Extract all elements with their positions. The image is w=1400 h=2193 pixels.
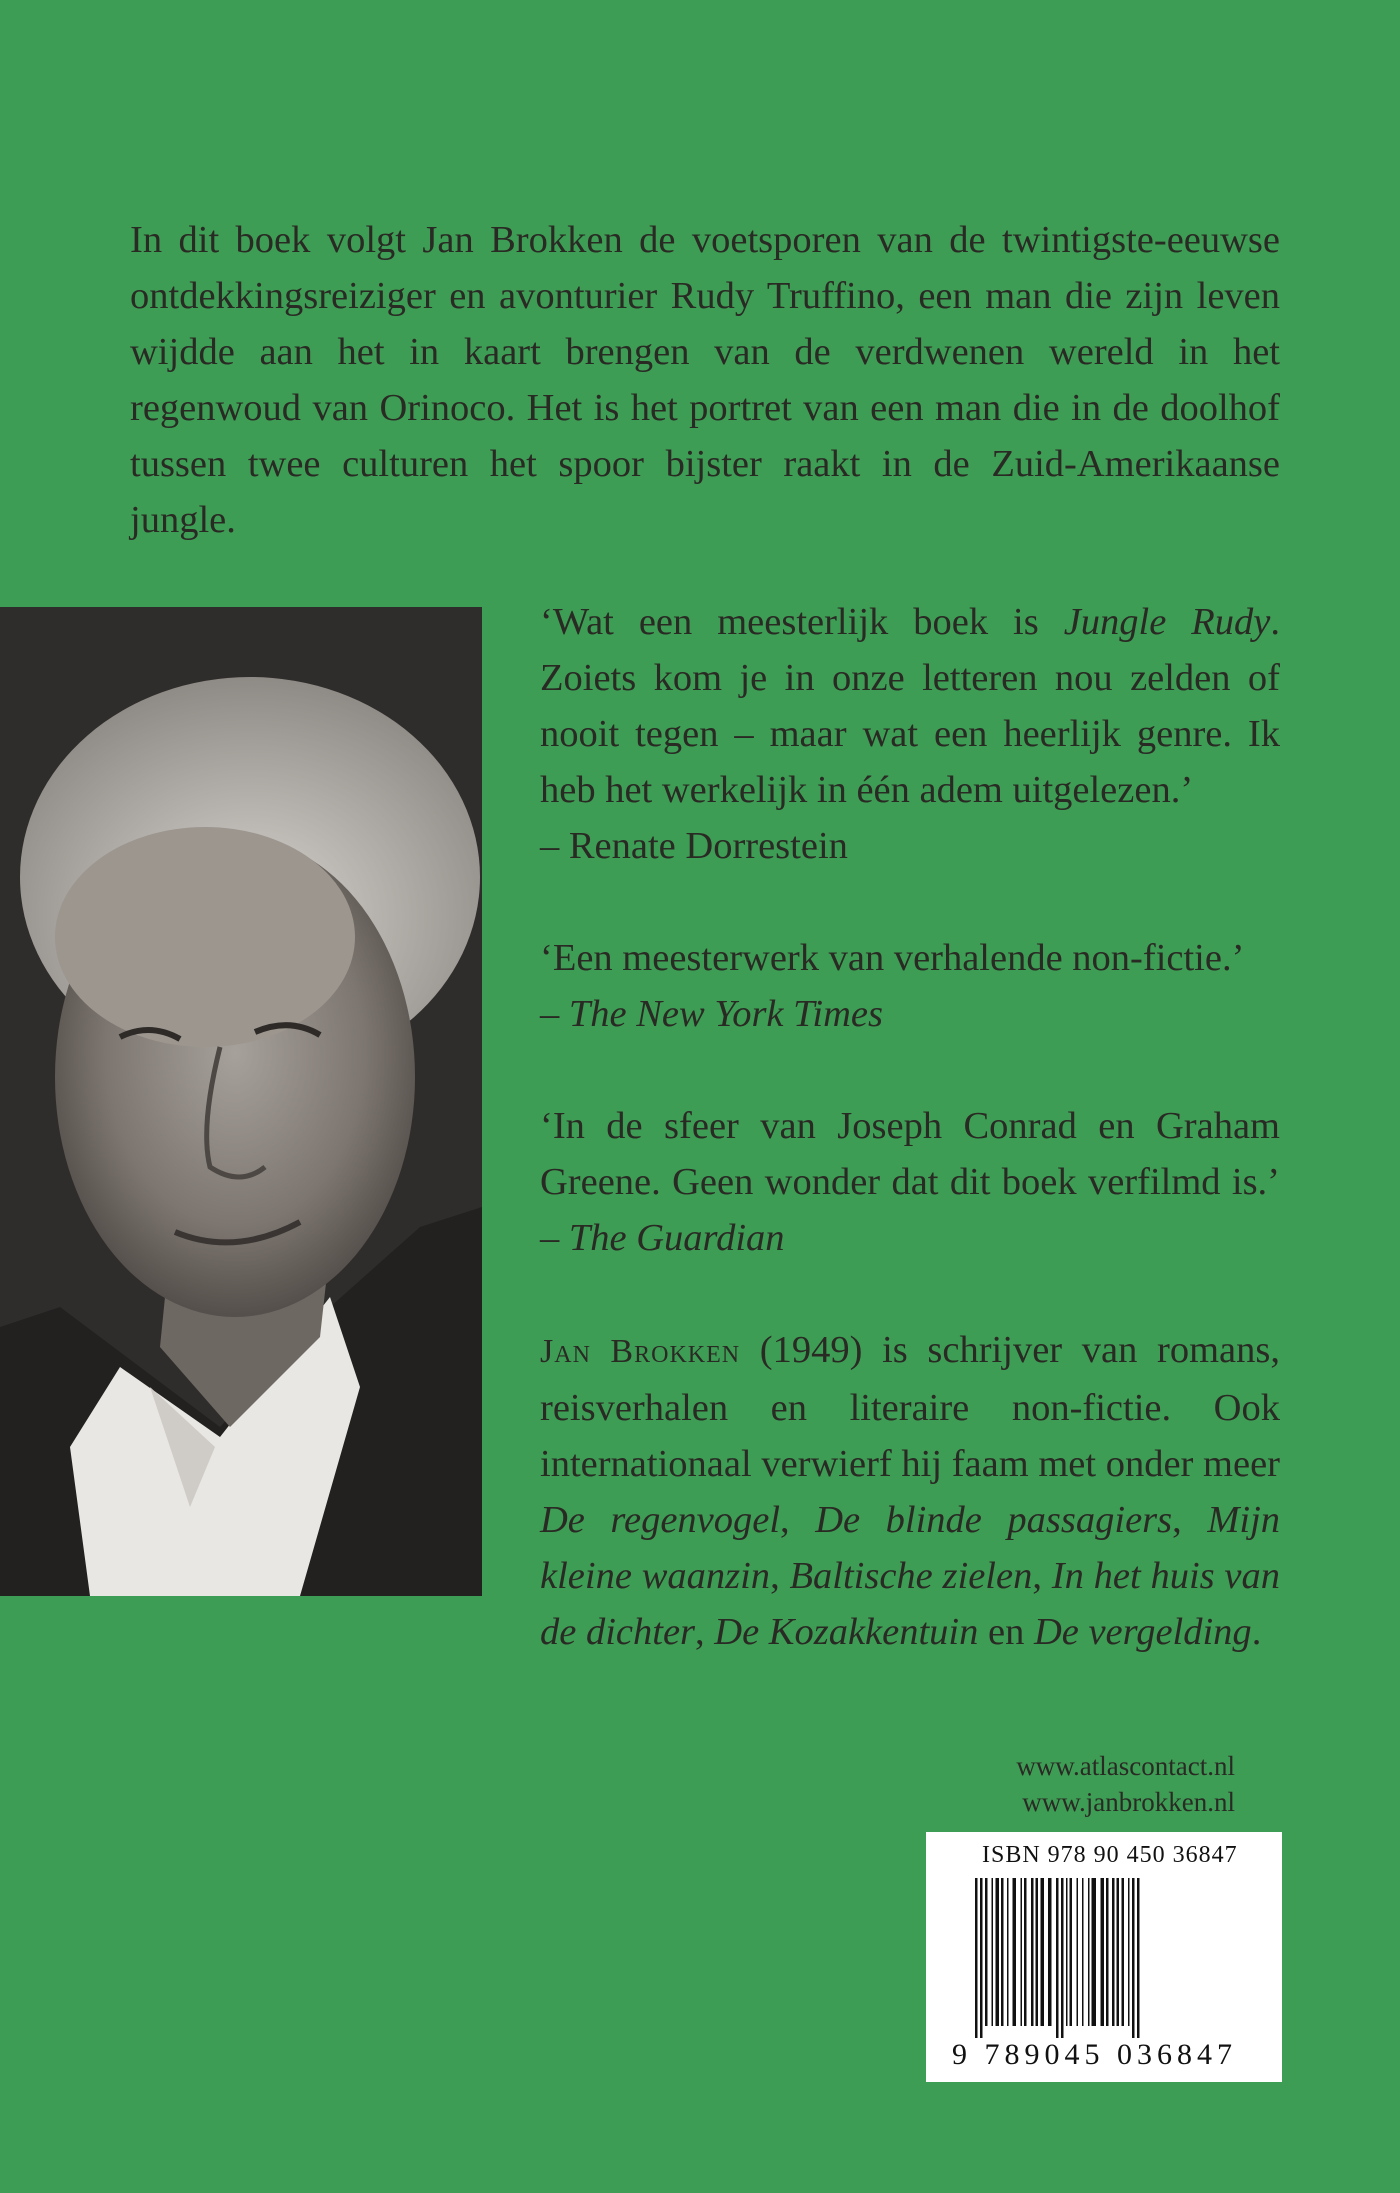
barcode-bar xyxy=(1101,1878,1105,2026)
publisher-url[interactable]: www.atlascontact.nl xyxy=(1016,1751,1235,1781)
barcode-bars xyxy=(975,1878,1237,2038)
barcode-bar xyxy=(1048,1878,1052,2026)
barcode-bar xyxy=(992,1878,994,2026)
barcode-bar xyxy=(1112,1878,1115,2026)
barcode-bar xyxy=(1117,1878,1120,2026)
barcode-bar xyxy=(1132,1878,1135,2038)
barcode-bar xyxy=(996,1878,1000,2026)
website-links xyxy=(870,1748,1235,1820)
quote-dorrestein: ‘Wat een meesterlijk boek is Jungle Rudy. Zoiets kom je in onze letteren nou zelden of nooit tegen – maar wat een heerlijk genre. Ik heb het werkelijk in één adem uitgelezen.’ – Renate Dorrestein xyxy=(540,601,1281,867)
barcode-bar xyxy=(1036,1878,1039,2026)
barcode-bar xyxy=(1001,1878,1004,2026)
barcode-bar xyxy=(1013,1878,1017,2026)
back-cover-blurb: In dit boek volgt Jan Brokken de voetsporen van de twintigste-eeuwse ontdekkingsreiziger en avonturier Rudy Truffino, een man die zijn leven wijdde aan het in kaart brengen van de verdwenen wereld in het regenwoud van Orinoco. Het is het portret van een man die in de doolhof tussen twee culturen het spoor bijster raakt in de Zuid-Amerikaanse jungle. xyxy=(130,219,1280,541)
barcode-bar xyxy=(1021,1878,1023,2026)
barcode-bar xyxy=(1066,1878,1068,2026)
barcode-bar xyxy=(1137,1878,1140,2038)
barcode-bar xyxy=(1092,1878,1097,2026)
barcode-bar xyxy=(1077,1878,1079,2026)
barcode-bar xyxy=(1106,1878,1109,2026)
quote-source: The Guardian xyxy=(568,1217,785,1259)
quote-source: – Renate Dorrestein xyxy=(540,825,848,867)
quote-source: The New York Times xyxy=(568,993,884,1035)
isbn-label: ISBN 978 90 450 36847 xyxy=(982,1842,1238,1868)
quotes-column xyxy=(540,594,1280,1660)
barcode-bar xyxy=(980,1878,983,2038)
quote-guardian: ‘In de sfeer van Joseph Conrad en Graham Greene. Geen wonder dat dit boek verfilmd is.’ – The Guardian xyxy=(540,1105,1280,1259)
barcode-bar xyxy=(1061,1878,1064,2038)
barcode-bar xyxy=(1088,1878,1090,2026)
isbn-barcode xyxy=(926,1832,1282,2082)
barcode-bar xyxy=(1007,1878,1009,2026)
barcode-bar xyxy=(1122,1878,1125,2026)
barcode-bar xyxy=(1024,1878,1027,2026)
quote-nyt: ‘Een meesterwerk van verhalende non-fictie.’ – The New York Times xyxy=(540,937,1245,1035)
book-title: Jungle Rudy xyxy=(1063,601,1271,643)
barcode-bar xyxy=(1056,1878,1059,2038)
barcode-bar xyxy=(1070,1878,1073,2026)
ean-digits: 9 789045 036847 xyxy=(952,2038,1237,2071)
author-url[interactable]: www.janbrokken.nl xyxy=(1022,1787,1235,1817)
barcode-bar xyxy=(1128,1878,1130,2026)
barcode-bar xyxy=(1031,1878,1034,2026)
barcode-bar xyxy=(1041,1878,1045,2026)
barcode-bar xyxy=(985,1878,988,2026)
author-photo xyxy=(0,607,482,1596)
barcode-bar xyxy=(1082,1878,1084,2026)
barcode-bar xyxy=(975,1878,978,2038)
author-name: Jan Brokken xyxy=(540,1333,741,1370)
author-bio: Jan Brokken (1949) is schrijver van romans, reisverhalen en literaire non-fictie. Ook internationaal verwierf hij faam met onder meer De regenvogel, De blinde passagiers, Mijn kleine waanzin, Baltische zielen, In het huis van de dichter, De Kozakkentuin en De vergelding. xyxy=(540,1329,1281,1653)
